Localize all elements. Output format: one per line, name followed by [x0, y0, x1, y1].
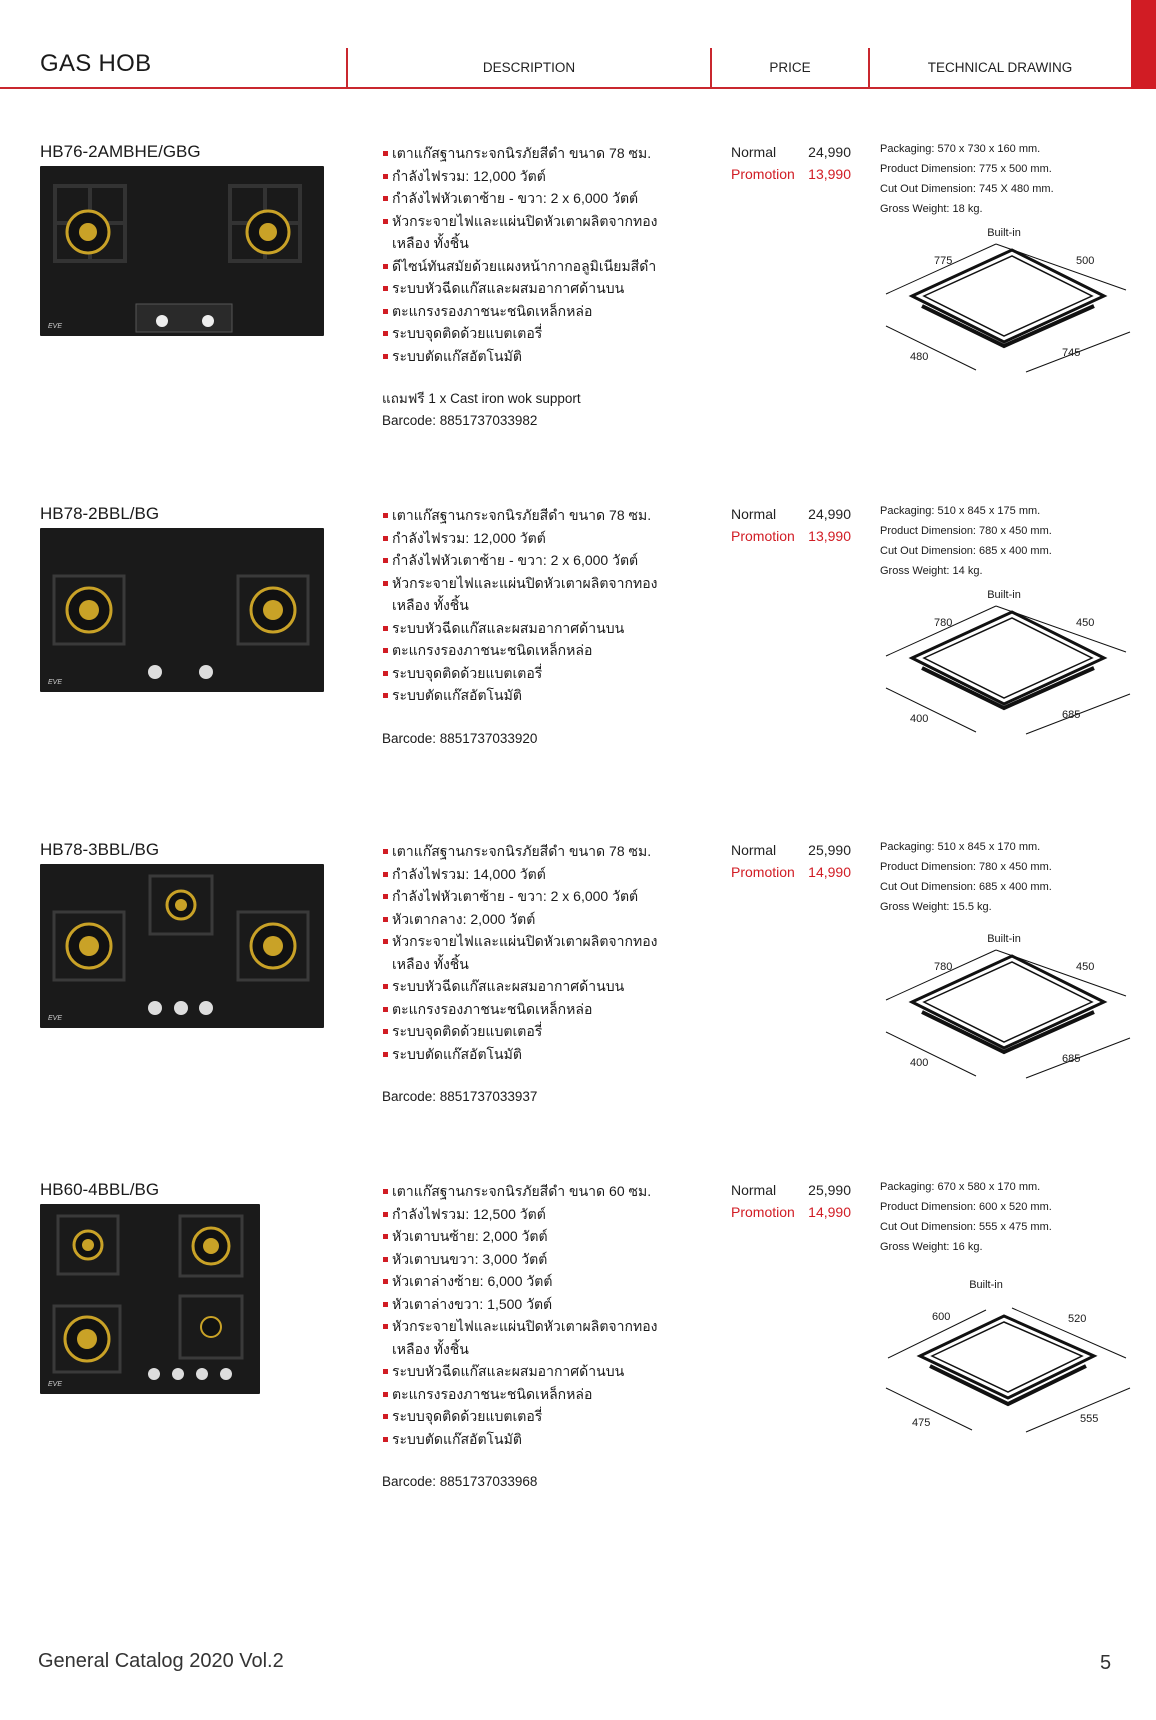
product-image [40, 864, 324, 1028]
dimension-label: 480 [910, 351, 929, 363]
feature-item: ตะแกรงรองภาชนะชนิดเหล็กหล่อ [380, 998, 690, 1021]
builtin-label: Built-in [969, 1279, 1003, 1291]
dimension-label: 685 [1062, 1053, 1081, 1065]
product-image [40, 166, 324, 336]
feature-list [380, 840, 690, 1065]
column-header-technical-drawing: TECHNICAL DRAWING [927, 60, 1073, 75]
spec-packaging: Packaging: 570 x 730 x 160 mm. [880, 143, 1041, 155]
normal-price-label: Normal [731, 842, 777, 858]
feature-item: ระบบหัวฉีดแก๊สและผสมอากาศด้านบน [380, 975, 690, 998]
feature-list [380, 142, 690, 367]
page-number: 5 [1100, 1652, 1112, 1674]
feature-item: หัวกระจายไฟและแผ่นปิดหัวเตาผลิตจากทองเหลือง ทั้งชิ้น [380, 930, 690, 975]
technical-drawing [876, 222, 1136, 392]
feature-item: หัวเตากลาง: 2,000 วัตต์ [380, 908, 690, 931]
promo-price-label: Promotion [731, 166, 795, 182]
spec-product-dimension: Product Dimension: 780 x 450 mm. [880, 525, 1052, 537]
feature-item: หัวเตาล่างขวา: 1,500 วัตต์ [380, 1293, 690, 1316]
product-block [0, 142, 1131, 472]
spec-list [880, 1177, 1052, 1257]
normal-price-value: 25,990 [808, 1182, 851, 1198]
feature-item: ระบบจุดติดด้วยแบตเตอรี่ [380, 1020, 690, 1043]
technical-drawing [876, 1274, 1136, 1444]
dimension-label: 450 [1076, 617, 1095, 629]
feature-item: กำลังไฟรวม: 12,500 วัตต์ [380, 1203, 690, 1226]
feature-item: หัวเตาบนขวา: 3,000 วัตต์ [380, 1248, 690, 1271]
corner-accent-bar [1131, 0, 1156, 89]
product-block [0, 840, 1131, 1170]
feature-item: เตาแก๊สฐานกระจกนิรภัยสีดำ ขนาด 60 ซม. [380, 1180, 690, 1203]
product-model: HB60-4BBL/BG [40, 1180, 160, 1199]
builtin-label: Built-in [987, 227, 1021, 239]
dimension-label: 500 [1076, 255, 1095, 267]
barcode: Barcode: 8851737033937 [382, 1089, 538, 1104]
spec-gross-weight: Gross Weight: 15.5 kg. [880, 901, 992, 913]
feature-item: ระบบจุดติดด้วยแบตเตอรี่ [380, 1405, 690, 1428]
builtin-label: Built-in [987, 933, 1021, 945]
spec-list [880, 139, 1054, 219]
column-header-description: DESCRIPTION [482, 60, 576, 75]
technical-drawing [876, 584, 1136, 754]
feature-item: กำลังไฟหัวเตาซ้าย - ขวา: 2 x 6,000 วัตต์ [380, 885, 690, 908]
feature-item: กำลังไฟรวม: 12,000 วัตต์ [380, 165, 690, 188]
feature-item: ระบบตัดแก๊สอัตโนมัติ [380, 1428, 690, 1451]
feature-list [380, 504, 690, 707]
technical-drawing [876, 928, 1136, 1098]
feature-list [380, 1180, 690, 1450]
page-title: GAS HOB [40, 50, 152, 77]
feature-item: ระบบตัดแก๊สอัตโนมัติ [380, 345, 690, 368]
header-rule [0, 87, 1131, 89]
normal-price-value: 24,990 [808, 506, 851, 522]
promo-price-value: 13,990 [808, 528, 851, 544]
feature-item: ดีไซน์ทันสมัยด้วยแผงหน้ากากอลูมิเนียมสีดำ [380, 255, 690, 278]
spec-cutout-dimension: Cut Out Dimension: 745 X 480 mm. [880, 183, 1054, 195]
feature-item: ระบบหัวฉีดแก๊สและผสมอากาศด้านบน [380, 1360, 690, 1383]
feature-item: หัวกระจายไฟและแผ่นปิดหัวเตาผลิตจากทองเหลือง ทั้งชิ้น [380, 1315, 690, 1360]
builtin-label: Built-in [987, 589, 1021, 601]
feature-item: หัวกระจายไฟและแผ่นปิดหัวเตาผลิตจากทองเหลือง ทั้งชิ้น [380, 572, 690, 617]
feature-item: เตาแก๊สฐานกระจกนิรภัยสีดำ ขนาด 78 ซม. [380, 504, 690, 527]
feature-item: ระบบหัวฉีดแก๊สและผสมอากาศด้านบน [380, 617, 690, 640]
spec-packaging: Packaging: 510 x 845 x 175 mm. [880, 505, 1041, 517]
brand-logo: EVE [48, 323, 63, 330]
product-image [40, 1204, 260, 1394]
dimension-label: 780 [934, 961, 953, 973]
brand-logo: EVE [48, 679, 63, 686]
spec-gross-weight: Gross Weight: 16 kg. [880, 1241, 983, 1253]
feature-item: ระบบตัดแก๊สอัตโนมัติ [380, 1043, 690, 1066]
product-block [0, 1180, 1131, 1510]
spec-list [880, 837, 1052, 917]
product-block [0, 504, 1131, 834]
feature-item: เตาแก๊สฐานกระจกนิรภัยสีดำ ขนาด 78 ซม. [380, 840, 690, 863]
feature-item: ตะแกรงรองภาชนะชนิดเหล็กหล่อ [380, 1383, 690, 1406]
promo-price-value: 14,990 [808, 864, 851, 880]
brand-logo: EVE [48, 1015, 63, 1022]
footer-catalog-title: General Catalog 2020 Vol.2 [38, 1650, 284, 1672]
feature-item: เตาแก๊สฐานกระจกนิรภัยสีดำ ขนาด 78 ซม. [380, 142, 690, 165]
feature-item: ระบบจุดติดด้วยแบตเตอรี่ [380, 662, 690, 685]
promo-price-label: Promotion [731, 1204, 795, 1220]
normal-price-label: Normal [731, 1182, 777, 1198]
feature-item: หัวเตาล่างซ้าย: 6,000 วัตต์ [380, 1270, 690, 1293]
dimension-label: 400 [910, 1057, 929, 1069]
column-header-price: PRICE [769, 60, 811, 75]
spec-cutout-dimension: Cut Out Dimension: 555 x 475 mm. [880, 1221, 1052, 1233]
spec-packaging: Packaging: 510 x 845 x 170 mm. [880, 841, 1041, 853]
spec-cutout-dimension: Cut Out Dimension: 685 x 400 mm. [880, 545, 1052, 557]
gift-note: แถมฟรี 1 x Cast iron wok support [382, 391, 581, 406]
feature-item: กำลังไฟหัวเตาซ้าย - ขวา: 2 x 6,000 วัตต์ [380, 549, 690, 572]
dimension-label: 685 [1062, 709, 1081, 721]
spec-cutout-dimension: Cut Out Dimension: 685 x 400 mm. [880, 881, 1052, 893]
normal-price-value: 24,990 [808, 144, 851, 160]
spec-gross-weight: Gross Weight: 14 kg. [880, 565, 983, 577]
spec-product-dimension: Product Dimension: 775 x 500 mm. [880, 163, 1052, 175]
feature-item: หัวเตาบนซ้าย: 2,000 วัตต์ [380, 1225, 690, 1248]
feature-item: กำลังไฟรวม: 12,000 วัตต์ [380, 527, 690, 550]
promo-price-label: Promotion [731, 864, 795, 880]
feature-item: กำลังไฟรวม: 14,000 วัตต์ [380, 863, 690, 886]
dimension-label: 600 [932, 1311, 951, 1323]
dimension-label: 450 [1076, 961, 1095, 973]
promo-price-label: Promotion [731, 528, 795, 544]
feature-item: ระบบตัดแก๊สอัตโนมัติ [380, 684, 690, 707]
product-model: HB78-3BBL/BG [40, 840, 160, 859]
dimension-label: 555 [1080, 1413, 1099, 1425]
brand-logo: EVE [48, 1381, 63, 1388]
spec-product-dimension: Product Dimension: 600 x 520 mm. [880, 1201, 1052, 1213]
dimension-label: 520 [1068, 1313, 1087, 1325]
spec-list [880, 501, 1052, 581]
normal-price-label: Normal [731, 506, 777, 522]
barcode: Barcode: 8851737033920 [382, 731, 538, 746]
dimension-label: 745 [1062, 347, 1081, 359]
barcode: Barcode: 8851737033968 [382, 1474, 538, 1489]
dimension-label: 775 [934, 255, 953, 267]
dimension-label: 780 [934, 617, 953, 629]
page-header [0, 0, 1131, 90]
feature-item: หัวกระจายไฟและแผ่นปิดหัวเตาผลิตจากทองเหลือง ทั้งชิ้น [380, 210, 690, 255]
dimension-label: 400 [910, 713, 929, 725]
barcode: Barcode: 8851737033982 [382, 413, 538, 428]
spec-gross-weight: Gross Weight: 18 kg. [880, 203, 983, 215]
product-model: HB78-2BBL/BG [40, 504, 160, 523]
normal-price-label: Normal [731, 144, 777, 160]
feature-item: ตะแกรงรองภาชนะชนิดเหล็กหล่อ [380, 300, 690, 323]
promo-price-value: 13,990 [808, 166, 851, 182]
dimension-label: 475 [912, 1417, 931, 1429]
product-model: HB76-2AMBHE/GBG [40, 142, 201, 161]
promo-price-value: 14,990 [808, 1204, 851, 1220]
spec-packaging: Packaging: 670 x 580 x 170 mm. [880, 1181, 1041, 1193]
spec-product-dimension: Product Dimension: 780 x 450 mm. [880, 861, 1052, 873]
product-image [40, 528, 324, 692]
feature-item: ระบบหัวฉีดแก๊สและผสมอากาศด้านบน [380, 277, 690, 300]
feature-item: กำลังไฟหัวเตาซ้าย - ขวา: 2 x 6,000 วัตต์ [380, 187, 690, 210]
feature-item: ระบบจุดติดด้วยแบตเตอรี่ [380, 322, 690, 345]
normal-price-value: 25,990 [808, 842, 851, 858]
feature-item: ตะแกรงรองภาชนะชนิดเหล็กหล่อ [380, 639, 690, 662]
